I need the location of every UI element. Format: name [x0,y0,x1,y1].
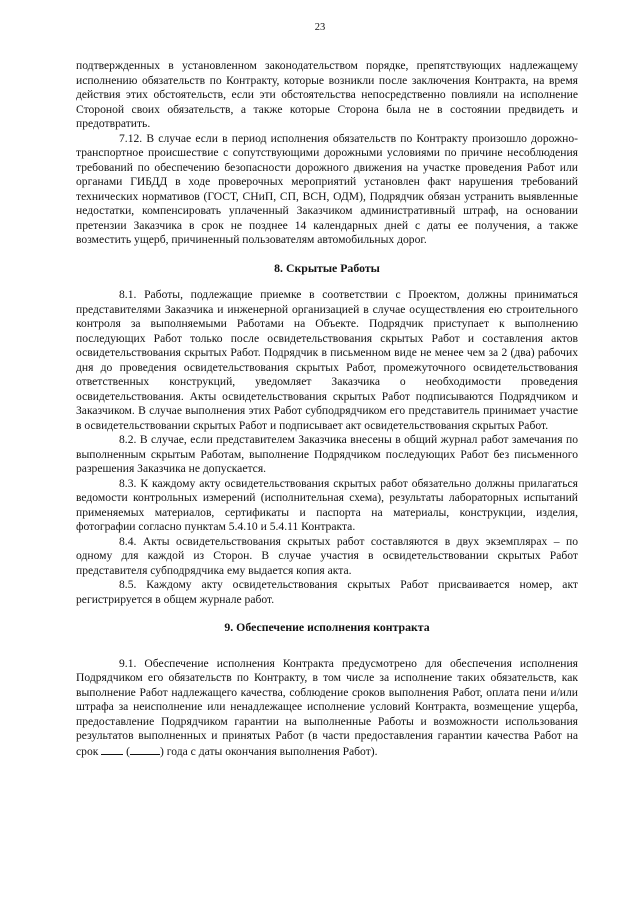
paragraph-9-1-text: 9.1. Обеспечение исполнения Контракта предусмотрено для обеспечения исполнения Подрядчиком его обязательств по Контракту, в том числе за исполнение таких обязательств, как выполнение Работ надлежащего качества, соблюдение сроков выполнения Работ, оплата пени и/или штрафа за неисполнение или ненадлежащее исполнение условий Контракта, возмещение ущерба, предоставление Подрядчиком гарантии на выполненные Работы и возможности использования результатов выполненных и принятых Работ (в части предоставления гарантии качества Работ на срок [76,656,578,758]
document-body [76,59,578,759]
paragraph-8-2: 8.2. В случае, если представителем Заказчика внесены в общий журнал работ замечания по выполненным скрытым Работам, выполнение Подрядчиком последующих Работ без письменного разрешения Заказчика не допускается. [76,433,578,475]
paragraph-9-1-open-paren: ( [123,744,131,758]
warranty-term-words-blank [130,744,160,755]
paragraph-8-1: 8.1. Работы, подлежащие приемке в соответствии с Проектом, должны приниматься представителями Заказчика и инженерной организацией в случае осуществления ею строительного контроля за выполняемыми Работами на Объекте. Подрядчик приступает к выполнению последующих Работ только после освидетельствования скрытых Работ и составления актов освидетельствования скрытых Работ. Подрядчик в письменном виде не менее чем за 2 (два) рабочих дня до проведения освидетельствования скрытых Работ, промежуточного освидетельствования ответственных конструкций, уведомляет Заказчика о необходимости проведения освидетельствования. Акты освидетельствования скрытых Работ подписываются Подрядчиком и Заказчиком. В случае выполнения этих Работ субподрядчиком его представитель принимает участие в освидетельствовании скрытых Работ и подписывает акт освидетельствования скрытых Работ. [76,288,578,432]
section-9-heading: 9. Обеспечение исполнения контракта [224,620,430,634]
page-number: 23 [314,22,326,33]
section-7-continuation-paragraph: подтвержденных в установленном законодательством порядке, препятствующих надлежащему исполнению обязательств по Контракту, которые возникли после заключения Контракта, на время действия этих обстоятельств, если эти обстоятельства непосредственно повлияли на исполнение Стороной своих обязательств, а также которые Сторона была не в состоянии предвидеть и предотвратить. [76,59,578,130]
section-8-heading: 8. Скрытые Работы [274,260,380,275]
paragraph-8-3: 8.3. К каждому акту освидетельствования скрытых работ обязательно должны прилагаться ведомости контрольных измерений (исполнительная схема), результаты лабораторных испытаний применяемых материалов, сертификаты и паспорта на материалы, конструкции, изделия, фотографии согласно пунктам 5.4.10 и 5.4.11 Контракта. [76,476,578,533]
paragraph-7-12: 7.12. В случае если в период исполнения обязательств по Контракту произошло дорожно-транспортное происшествие с сопутствующими дорожными условиями по причине несоблюдения требований по обеспечению безопасности дорожного движения на участке проведения Работ или органами ГИБДД в ходе проверочных мероприятий установлен факт нарушения требований технических нормативов (ГОСТ, СНиП, СП, ВСН, ОДМ), Подрядчик обязан устранить выявленные недостатки, компенсировать уплаченный Заказчиком административный штраф, на основании претензии Заказчика в срок не позднее 14 календарных дней с даты ее получения, а также возместить ущерб, причиненный пользователям автомобильных дорог. [76,131,578,246]
paragraph-8-5: 8.5. Каждому акту освидетельствования скрытых Работ присваивается номер, акт регистрируется в общем журнале работ. [76,578,578,606]
paragraph-8-4: 8.4. Акты освидетельствования скрытых работ составляются в двух экземплярах – по одному для каждой из Сторон. В случае участия в освидетельствовании скрытых Работ представителя субподрядчика ему выдается копия акта. [76,534,578,577]
warranty-term-blank [101,744,123,755]
paragraph-9-1-ending: ) года с даты окончания выполнения Работ). [160,744,378,758]
paragraph-9-1 [76,657,578,760]
